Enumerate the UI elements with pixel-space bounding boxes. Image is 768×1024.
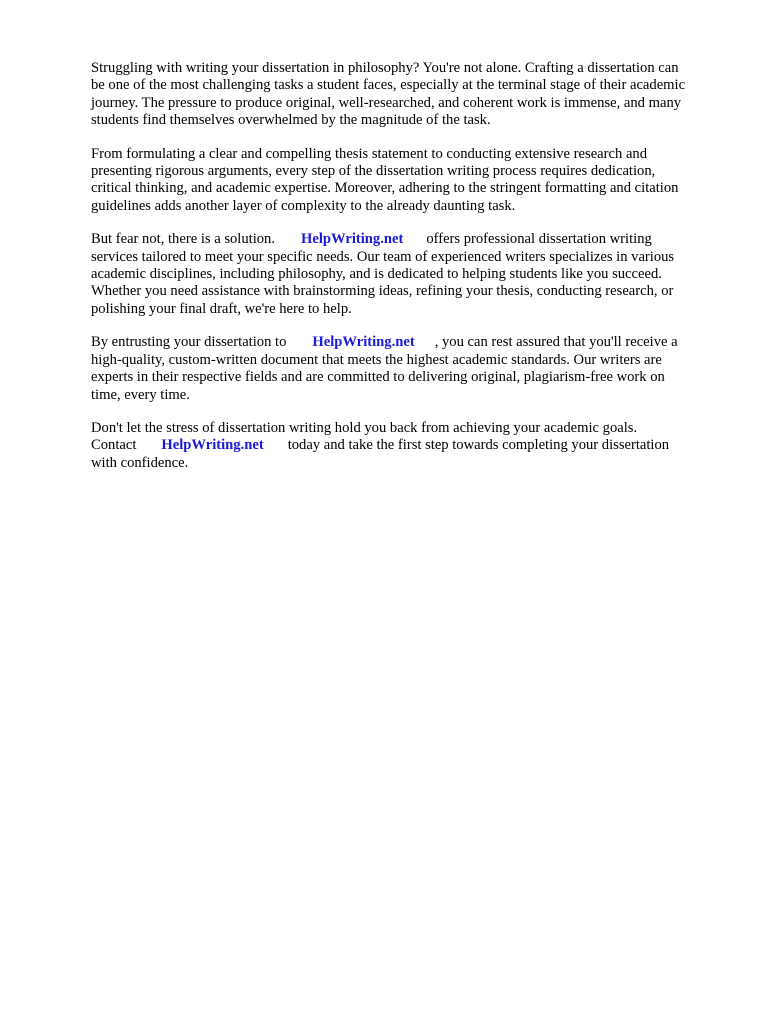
text-line: Don't let the stress of dissertation writing hold you back from achieving your academic goals. xyxy=(91,419,638,436)
document-body xyxy=(91,60,731,488)
paragraph-entrusting xyxy=(91,334,731,404)
text-line: students find themselves overwhelmed by the magnitude of the task. xyxy=(91,112,491,129)
text-segment: today and take the first step towards completing your dissertation xyxy=(287,437,670,454)
text-segment: By entrusting your dissertation to xyxy=(91,334,287,351)
text-line: From formulating a clear and compelling thesis statement to conducting extensive research and xyxy=(91,145,648,162)
helpwriting-link[interactable]: HelpWriting.net xyxy=(301,231,404,248)
text-line xyxy=(91,231,731,248)
text-line: high-quality, custom-written document that meets the highest academic standards. Our writers are xyxy=(91,351,662,368)
paragraph-call-to-action xyxy=(91,420,731,472)
text-line: experts in their respective fields and are committed to delivering original, plagiarism-free work on xyxy=(91,369,665,386)
text-segment: offers professional dissertation writing xyxy=(426,231,652,248)
text-segment: , you can rest assured that you'll receive a xyxy=(434,334,678,351)
text-line: guidelines adds another layer of complexity to the already daunting task. xyxy=(91,197,516,214)
text-line: journey. The pressure to produce original, well-researched, and coherent work is immense, and many xyxy=(91,94,682,111)
text-line xyxy=(91,334,731,351)
text-line: academic disciplines, including philosophy, and is dedicated to helping students like you succeed. xyxy=(91,266,662,283)
text-line: Whether you need assistance with brainstorming ideas, refining your thesis, conducting research, or xyxy=(91,283,674,300)
text-line: with confidence. xyxy=(91,454,189,471)
paragraph-intro xyxy=(91,60,731,130)
text-line: critical thinking, and academic expertise. Moreover, adhering to the stringent formatting and citation xyxy=(91,180,679,197)
paragraph-solution xyxy=(91,231,731,318)
text-segment: Contact xyxy=(91,437,137,454)
text-line: time, every time. xyxy=(91,386,190,403)
helpwriting-link[interactable]: HelpWriting.net xyxy=(312,334,415,351)
helpwriting-link[interactable]: HelpWriting.net xyxy=(161,437,264,454)
text-line: be one of the most challenging tasks a student faces, especially at the terminal stage of their academic xyxy=(91,77,686,94)
text-line xyxy=(91,437,731,454)
text-line: polishing your final draft, we're here to help. xyxy=(91,300,352,317)
text-line: Struggling with writing your dissertation in philosophy? You're not alone. Crafting a dissertation can xyxy=(91,60,679,76)
paragraph-challenges xyxy=(91,146,731,216)
text-segment: But fear not, there is a solution. xyxy=(91,231,276,248)
text-line: presenting rigorous arguments, every step of the dissertation writing process requires dedication, xyxy=(91,163,656,180)
text-line: services tailored to meet your specific needs. Our team of experienced writers specializes in various xyxy=(91,248,675,265)
